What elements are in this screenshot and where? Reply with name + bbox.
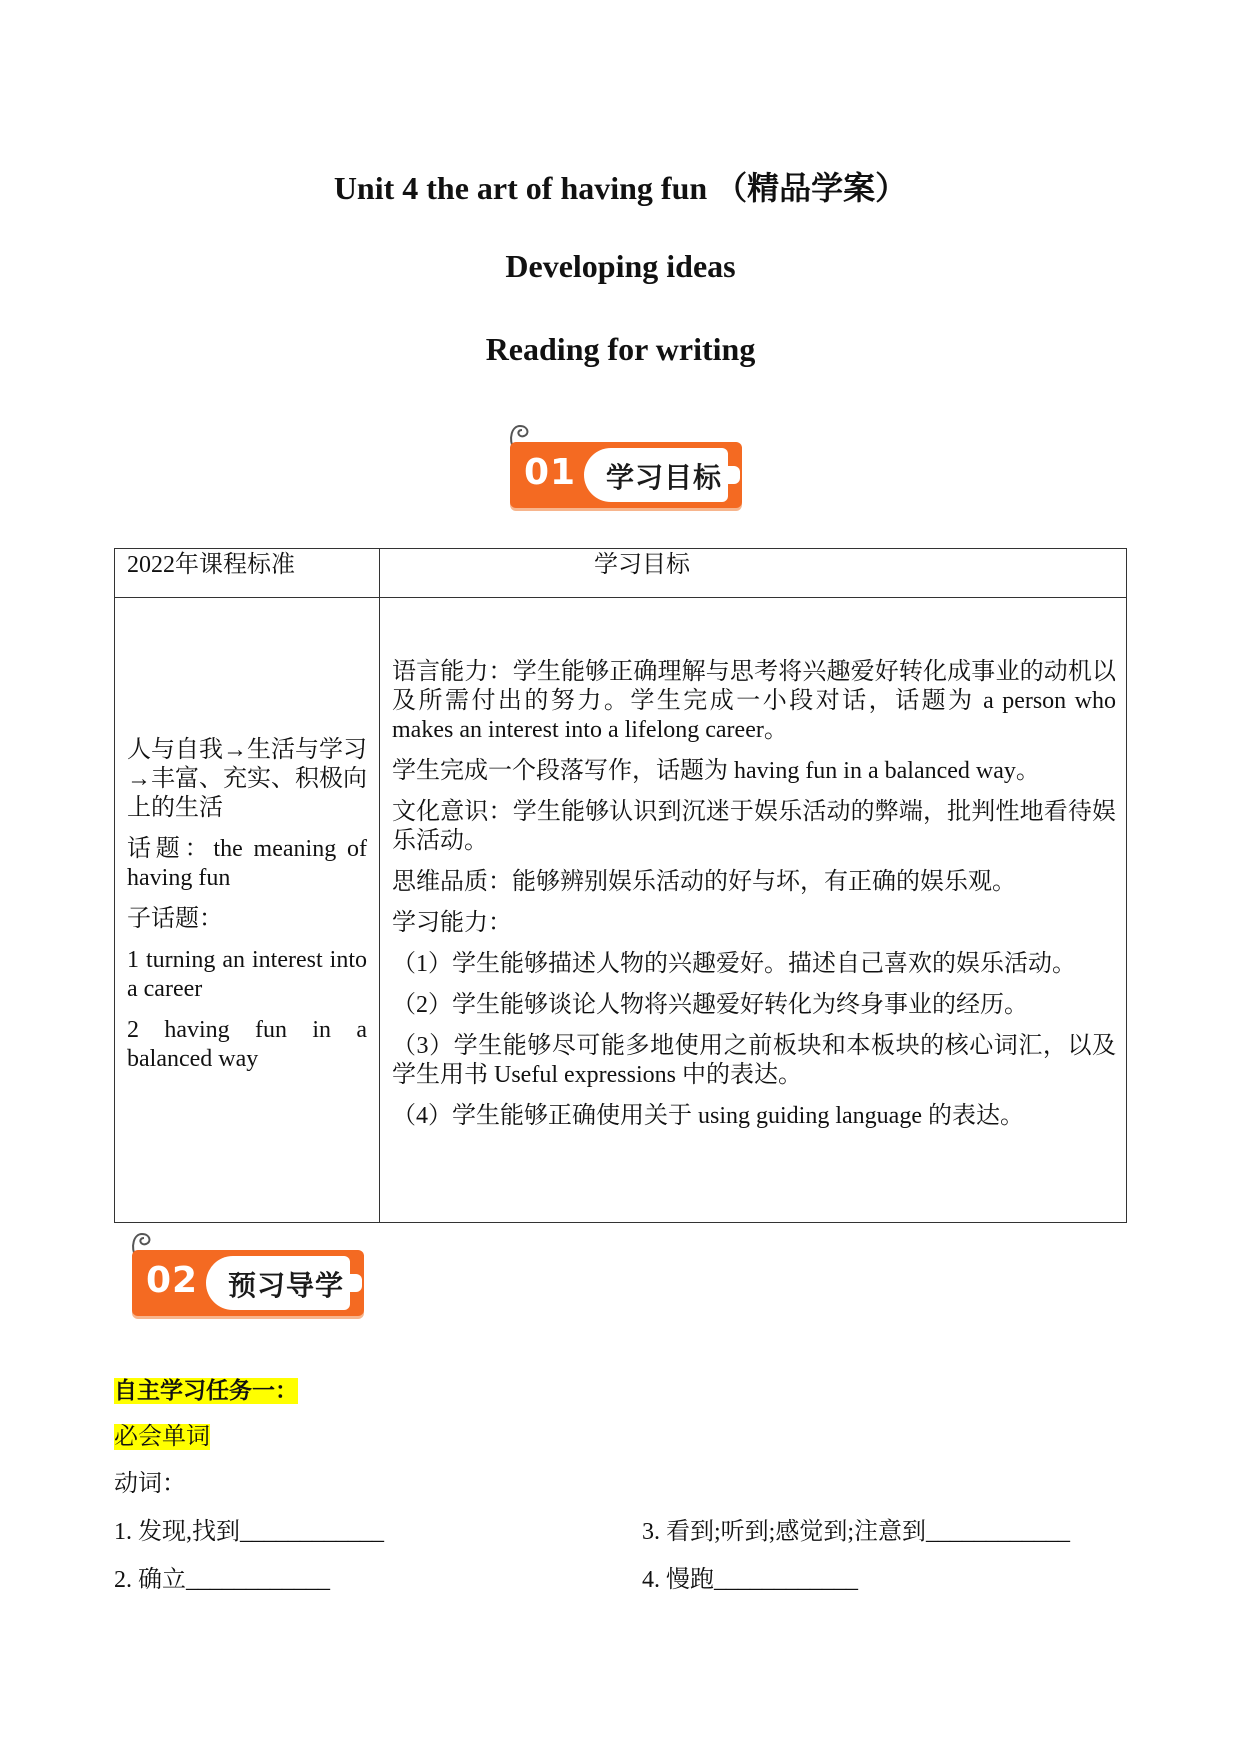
badge-learning-goals bbox=[506, 420, 746, 516]
vocab-item: 2. 确立____________ bbox=[114, 1567, 330, 1593]
subtopic-label: 子话题： bbox=[127, 906, 223, 932]
document-subtitle: Developing ideas bbox=[505, 248, 736, 284]
words-title: 必会单词 bbox=[114, 1424, 210, 1450]
goal-item: 学生完成一个段落写作，话题为 having fun in a balanced way。 bbox=[392, 758, 1040, 784]
document-title: Unit 4 the art of having fun （精品学案） bbox=[333, 170, 908, 206]
goal-item: （2）学生能够谈论人物将兴趣爱好转化为终身事业的经历。 bbox=[392, 992, 1028, 1018]
table-header-goals: 学习目标 bbox=[380, 549, 1127, 598]
vocab-item: 3. 看到;听到;感觉到;注意到____________ bbox=[642, 1519, 1071, 1545]
goal-item: 语言能力：学生能够正确理解与思考将兴趣爱好转化成事业的动机以及所需付出的努力。学生完成一小段对话，话题为 a person who makes an interest into a lifelong career。 bbox=[392, 659, 1116, 743]
section-title: Reading for writing bbox=[485, 331, 756, 367]
vocab-item: 1. 发现,找到____________ bbox=[114, 1519, 384, 1545]
goals-cell bbox=[380, 598, 1127, 1223]
badge-label: 学习目标 bbox=[606, 461, 723, 494]
standard-cell bbox=[115, 598, 380, 1223]
subtopic-item: 1 turning an interest into a career bbox=[127, 947, 367, 1002]
goal-item: （3）学生能够尽可能多地使用之前板块和本板块的核心词汇，以及学生用书 Useful expressions 中的表达。 bbox=[392, 1033, 1116, 1088]
goal-item: 思维品质：能够辨别娱乐活动的好与坏，有正确的娱乐观。 bbox=[392, 869, 1016, 895]
badge-preview-guide bbox=[128, 1228, 368, 1324]
badge-number: 02 bbox=[146, 1260, 199, 1301]
goals-table bbox=[114, 548, 1127, 1223]
goal-item: （4）学生能够正确使用关于 using guiding language 的表达。 bbox=[392, 1103, 1024, 1129]
badge-number: 01 bbox=[524, 452, 577, 493]
theme-text: 人与自我→生活与学习→丰富、充实、积极向上的生活 bbox=[127, 737, 367, 821]
vocab-item: 4. 慢跑____________ bbox=[642, 1567, 858, 1593]
task-title: 自主学习任务一： bbox=[114, 1378, 298, 1404]
topic-text: 话题：the meaning of having fun bbox=[127, 836, 367, 891]
badge-label: 预习导学 bbox=[228, 1269, 345, 1302]
verbs-label: 动词： bbox=[114, 1471, 186, 1497]
goal-item: （1）学生能够描述人物的兴趣爱好。描述自己喜欢的娱乐活动。 bbox=[392, 951, 1076, 977]
table-header-standard: 2022年课程标准 bbox=[115, 549, 380, 598]
goal-item: 文化意识：学生能够认识到沉迷于娱乐活动的弊端，批判性地看待娱乐活动。 bbox=[392, 799, 1116, 854]
goal-item: 学习能力： bbox=[392, 910, 512, 936]
subtopic-item: 2 having fun in a balanced way bbox=[127, 1017, 367, 1072]
